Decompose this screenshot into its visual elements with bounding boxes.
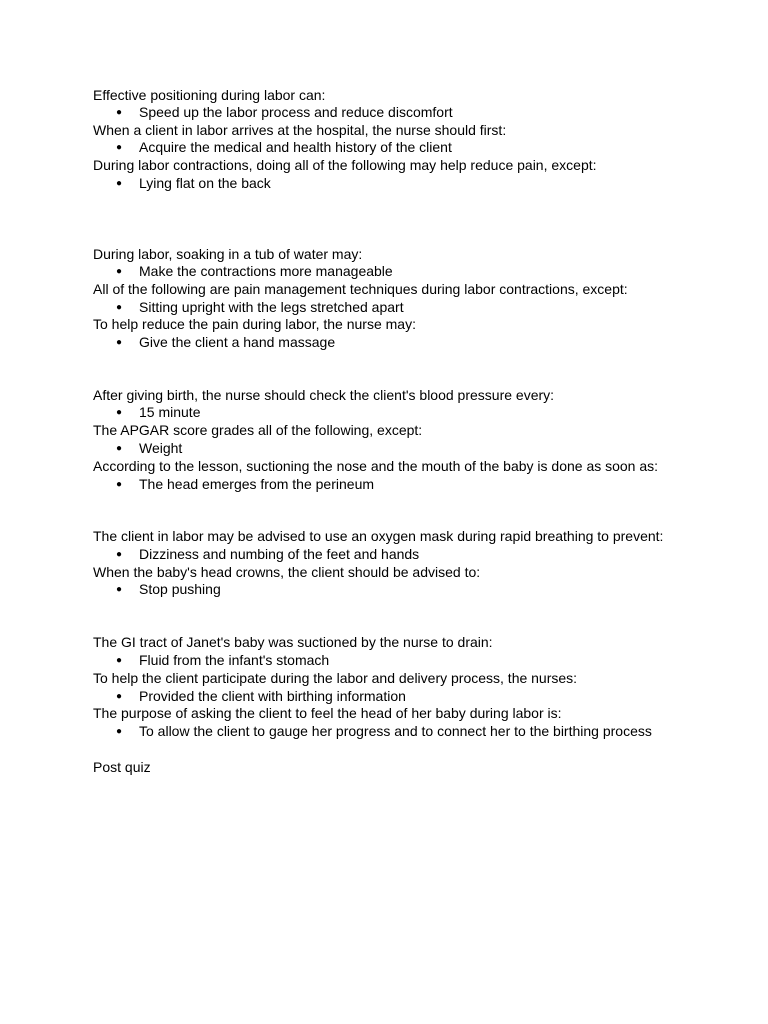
answer-text: The head emerges from the perineum bbox=[139, 476, 375, 492]
answer-text: Acquire the medical and health history of the client bbox=[139, 139, 452, 155]
bullet-icon: ● bbox=[116, 337, 123, 348]
question-text: During labor contractions, doing all of the following may help reduce pain, except: bbox=[93, 157, 597, 173]
section-label: Post quiz bbox=[93, 759, 151, 775]
answer-text: Sitting upright with the legs stretched apart bbox=[139, 299, 404, 315]
question-text: Effective positioning during labor can: bbox=[93, 87, 326, 103]
answer-text: Fluid from the infant's stomach bbox=[139, 652, 330, 668]
question-text: All of the following are pain management techniques during labor contractions, except: bbox=[93, 281, 628, 297]
bullet-icon: ● bbox=[116, 266, 123, 277]
answer-text: Stop pushing bbox=[139, 581, 221, 597]
bullet-icon: ● bbox=[116, 726, 123, 737]
answer-text: Weight bbox=[139, 440, 183, 456]
answer-text: Make the contractions more manageable bbox=[139, 263, 393, 279]
bullet-icon: ● bbox=[116, 302, 123, 313]
question-text: The client in labor may be advised to use an oxygen mask during rapid breathing to prevent: bbox=[93, 528, 664, 544]
answer-text: 15 minute bbox=[139, 404, 201, 420]
answer-text: Lying flat on the back bbox=[139, 175, 271, 191]
bullet-icon: ● bbox=[116, 407, 123, 418]
bullet-icon: ● bbox=[116, 443, 123, 454]
bullet-icon: ● bbox=[116, 479, 123, 490]
bullet-icon: ● bbox=[116, 178, 123, 189]
bullet-icon: ● bbox=[116, 584, 123, 595]
question-text: According to the lesson, suctioning the nose and the mouth of the baby is done as soon as: bbox=[93, 458, 659, 474]
question-text: After giving birth, the nurse should check the client's blood pressure every: bbox=[93, 387, 555, 403]
question-text: The GI tract of Janet's baby was suctioned by the nurse to drain: bbox=[93, 634, 493, 650]
question-text: The purpose of asking the client to feel the head of her baby during labor is: bbox=[93, 705, 562, 721]
bullet-icon: ● bbox=[116, 655, 123, 666]
answer-text: Dizziness and numbing of the feet and hands bbox=[139, 546, 420, 562]
answer-text: Speed up the labor process and reduce discomfort bbox=[139, 104, 453, 120]
bullet-icon: ● bbox=[116, 691, 123, 702]
question-text: To help reduce the pain during labor, the nurse may: bbox=[93, 316, 416, 332]
question-text: The APGAR score grades all of the following, except: bbox=[93, 422, 423, 438]
bullet-icon: ● bbox=[116, 107, 123, 118]
bullet-icon: ● bbox=[116, 549, 123, 560]
question-text: To help the client participate during the labor and delivery process, the nurses: bbox=[93, 670, 578, 686]
answer-text: Provided the client with birthing information bbox=[139, 688, 406, 704]
question-text: When a client in labor arrives at the hospital, the nurse should first: bbox=[93, 122, 507, 138]
question-text: During labor, soaking in a tub of water may: bbox=[93, 246, 363, 262]
answer-text: Give the client a hand massage bbox=[139, 334, 336, 350]
bullet-icon: ● bbox=[116, 142, 123, 153]
question-text: When the baby's head crowns, the client should be advised to: bbox=[93, 564, 481, 580]
answer-text: To allow the client to gauge her progress and to connect her to the birthing process bbox=[139, 723, 652, 739]
